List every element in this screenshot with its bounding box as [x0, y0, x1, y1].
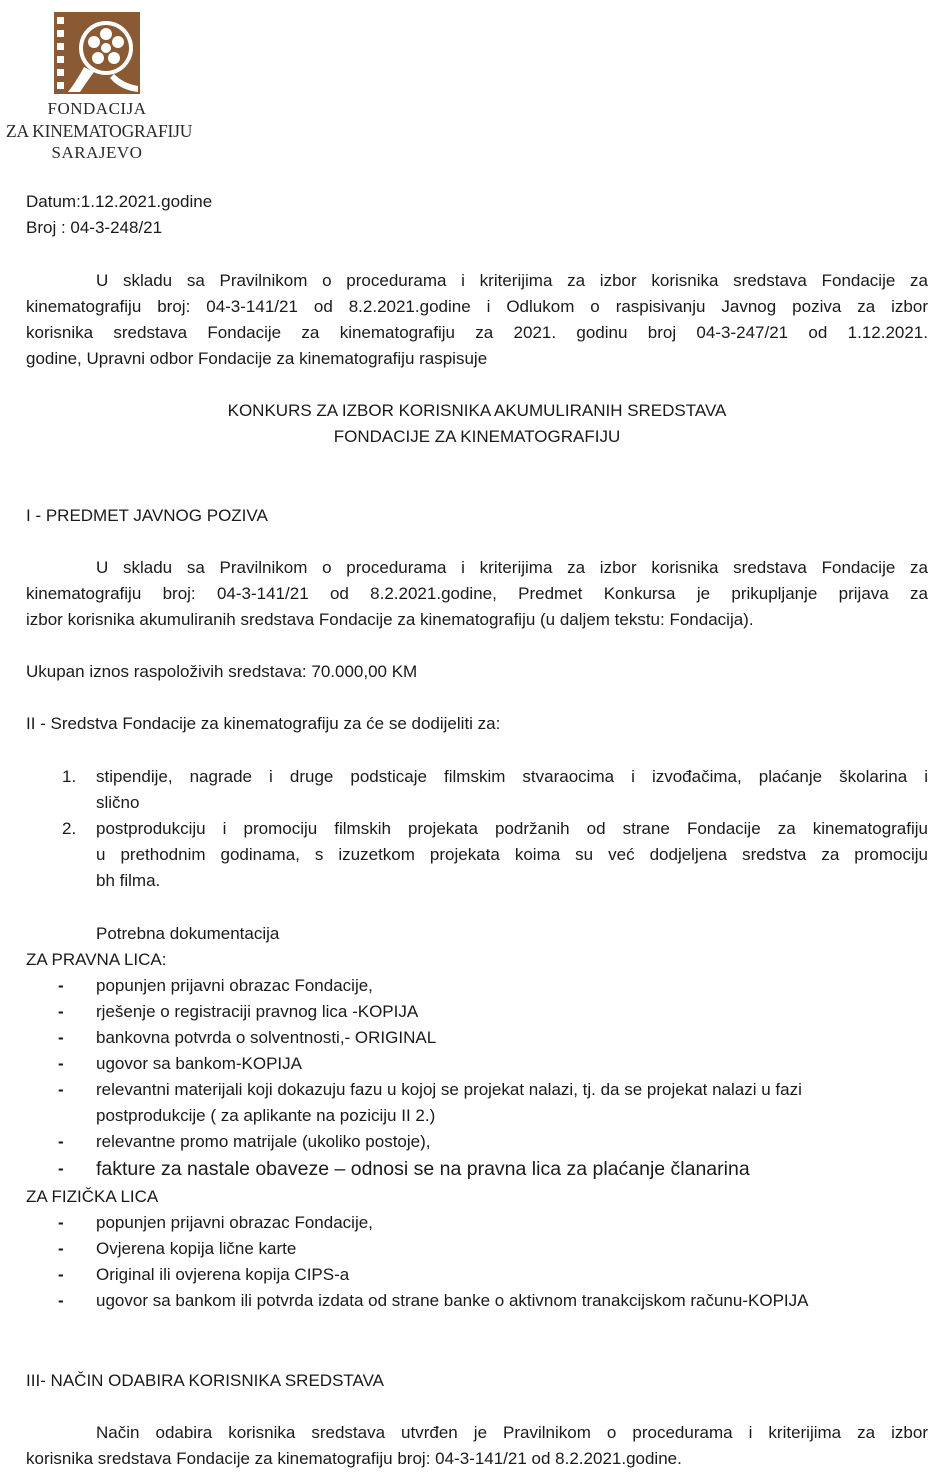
list-item-line: u prethodnim godinama, s izuzetkom projekata koima su već dodjeljena sredstva za promociju	[96, 845, 928, 864]
natural-persons-heading: ZA FIZIČKA LICA	[26, 1187, 159, 1206]
intro-line: korisnika sredstava Fondacije za kinematografiju za 2021. godinu broj 04-3-247/21 od 1.12.2021.	[26, 323, 928, 342]
list-item: fakture za nastale obaveze – odnosi se na pravna lica za plaćanje članarina	[96, 1158, 750, 1180]
document-number: Broj : 04-3-248/21	[26, 218, 163, 237]
intro-line: kinematografiju broj: 04-3-141/21 od 8.2.2021.godine i Odlukom o raspisivanju Javnog poziva za izbor	[26, 297, 928, 316]
foundation-logo	[6, 10, 193, 166]
logo-text-line1: FONDACIJA	[47, 99, 147, 118]
section1-line: izbor korisnika akumuliranih sredstava Fondacije za kinematografiju (u daljem tekstu: Fondacija).	[26, 610, 754, 629]
bullet-dash: -	[58, 1132, 64, 1151]
bullet-dash: -	[58, 1265, 64, 1284]
bullet-dash: -	[58, 1054, 64, 1073]
section-heading: III- NAČIN ODABIRA KORISNIKA SREDSTAVA	[26, 1371, 385, 1390]
list-number: 2.	[62, 819, 77, 838]
total-amount: Ukupan iznos raspoloživih sredstava: 70.000,00 KM	[26, 662, 418, 681]
document-title-line2: FONDACIJE ZA KINEMATOGRAFIJU	[333, 427, 621, 446]
bullet-dash: -	[58, 1002, 64, 1021]
bullet-dash: -	[58, 1213, 64, 1232]
document-date: Datum:1.12.2021.godine	[26, 192, 213, 211]
list-item: bankovna potvrda o solventnosti,- ORIGINAL	[96, 1028, 437, 1047]
list-item: ugovor sa bankom ili potvrda izdata od strane banke o aktivnom tranakcijskom računu-KOPIJA	[96, 1291, 809, 1310]
list-item-line: stipendije, nagrade i druge podsticaje filmskim stvaraocima i izvođačima, plaćanje školarina i	[96, 767, 928, 786]
section3-line: korisnika sredstava Fondacije za kinematografiju broj: 04-3-141/21 od 8.2.2021.godine.	[26, 1449, 682, 1468]
list-item: relevantni materijali koji dokazuju fazu u kojoj se projekat nalazi, tj. da se projekat nalazi u fazi	[96, 1080, 802, 1099]
list-item: Original ili ovjerena kopija CIPS-a	[96, 1265, 350, 1284]
list-item: rješenje o registraciji pravnog lica -KOPIJA	[96, 1002, 419, 1021]
list-item: popunjen prijavni obrazac Fondacije,	[96, 1213, 373, 1232]
bullet-dash: -	[58, 1159, 64, 1178]
intro-line: U skladu sa Pravilnikom o procedurama i kriterijima za izbor korisnika sredstava Fondacije za	[96, 271, 928, 290]
bullet-dash: -	[58, 1080, 64, 1099]
bullet-dash: -	[58, 1239, 64, 1258]
logo-text-line3: SARAJEVO	[51, 143, 143, 162]
section-heading: II - Sredstva Fondacije za kinematografiju za će se dodijeliti za:	[26, 714, 501, 733]
section3-line: Način odabira korisnika sredstava utvrđen je Pravilnikom o procedurama i kriterijima za izbor	[96, 1423, 928, 1442]
list-item: popunjen prijavni obrazac Fondacije,	[96, 976, 373, 995]
list-item-line: postprodukciju i promociju filmskih projekata podržanih od strane Fondacije za kinematografiju	[96, 819, 928, 838]
list-item-continuation: postprodukcije ( za aplikante na poziciju II 2.)	[96, 1106, 436, 1125]
list-item: relevantne promo matrijale (ukoliko postoje),	[96, 1132, 431, 1151]
section1-line: U skladu sa Pravilnikom o procedurama i kriterijima za izbor korisnika sredstava Fondacije za	[96, 558, 928, 577]
bullet-dash: -	[58, 976, 64, 995]
bullet-dash: -	[58, 1028, 64, 1047]
list-number: 1.	[62, 767, 77, 786]
list-item-line: bh filma.	[96, 871, 161, 890]
list-item: ugovor sa bankom-KOPIJA	[96, 1054, 302, 1073]
list-item-line: slično	[96, 793, 140, 812]
bullet-dash: -	[58, 1291, 64, 1310]
legal-entities-heading: ZA PRAVNA LICA:	[26, 950, 167, 969]
document-title: KONKURS ZA IZBOR KORISNIKA AKUMULIRANIH SREDSTAVA	[227, 401, 727, 420]
docs-label: Potrebna dokumentacija	[96, 924, 280, 943]
section1-line: kinematografiju broj: 04-3-141/21 od 8.2.2021.godine, Predmet Konkursa je prikupljanje prijava za	[26, 584, 928, 603]
list-item: Ovjerena kopija lične karte	[96, 1239, 297, 1258]
section-heading: I - PREDMET JAVNOG POZIVA	[26, 506, 268, 525]
film-reel-icon	[54, 12, 140, 94]
logo-text-line2: ZA KINEMATOGRAFIJU	[6, 121, 193, 141]
intro-line: godine, Upravni odbor Fondacije za kinematografiju raspisuje	[26, 349, 488, 368]
